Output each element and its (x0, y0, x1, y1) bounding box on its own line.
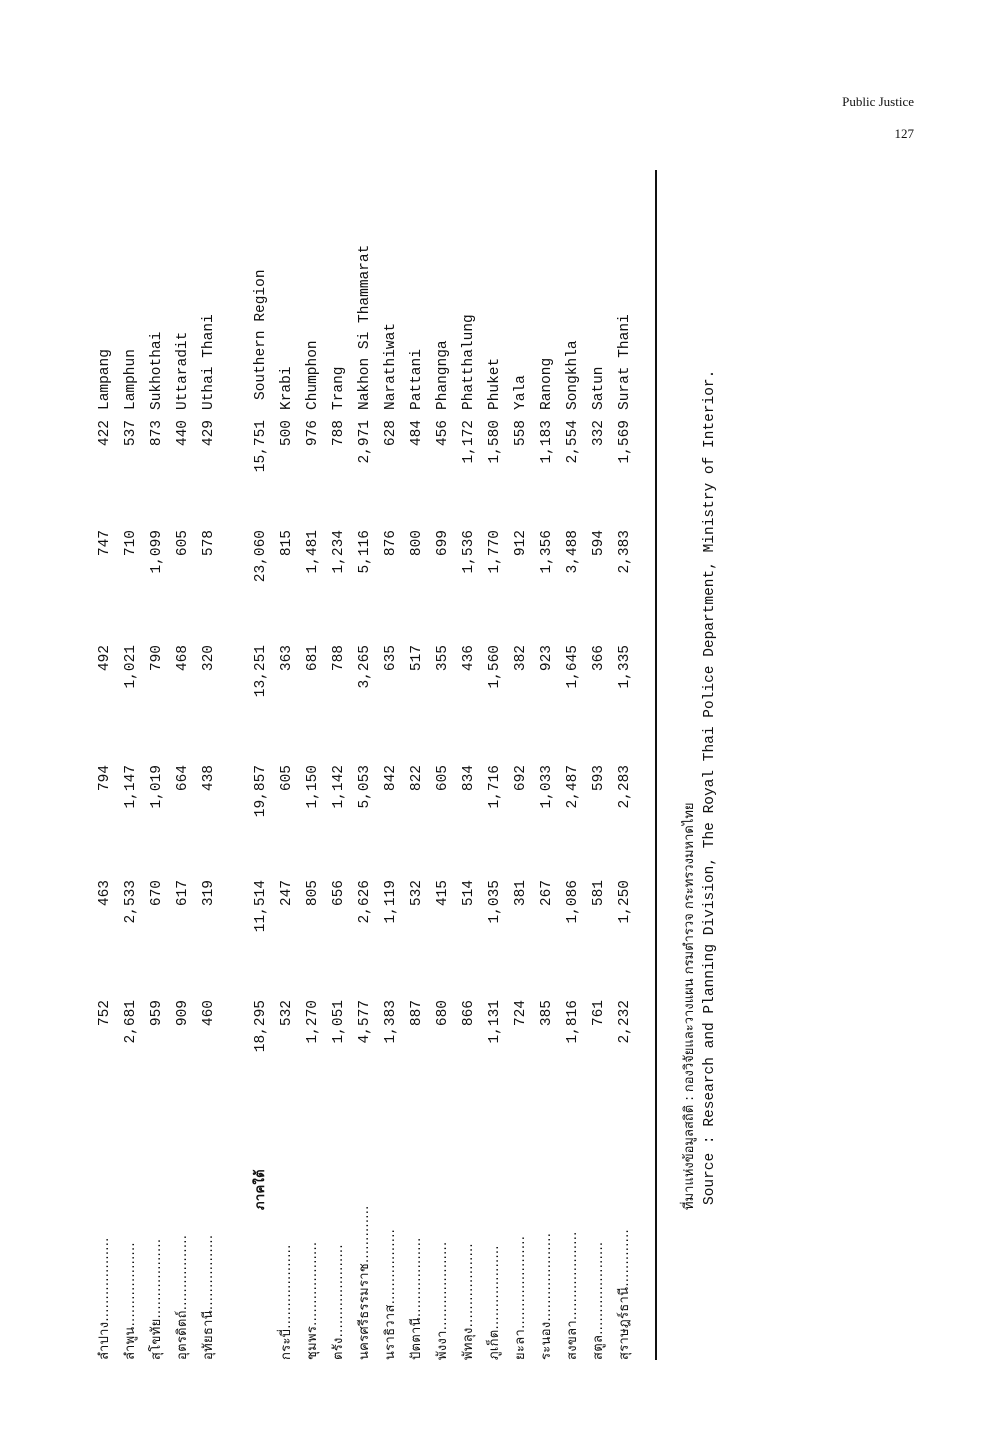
value-cell: 247 (279, 880, 295, 907)
value-cell: 800 (409, 530, 425, 557)
value-cell: 2,487 (565, 765, 581, 809)
table-row (92, 170, 118, 1360)
value-cell: 790 (149, 645, 165, 672)
value-cell: 842 (383, 765, 399, 792)
value-cell: 319 (201, 880, 217, 907)
value-cell: 866 (461, 1000, 477, 1027)
page-header (842, 86, 914, 150)
province-name-thai: ยะลา..................... (513, 1235, 528, 1360)
table-row (612, 170, 638, 1360)
province-name-thai: สตูล..................... (591, 1241, 606, 1360)
value-cell: 484 (409, 420, 425, 447)
table-row (144, 170, 170, 1360)
value-cell: 670 (149, 880, 165, 907)
source-note-english: Source : Research and Planning Division, The Royal Thai Police Department, Ministry of Interior. (702, 369, 718, 1205)
value-cell: 976 (305, 420, 321, 447)
value-cell: 1,770 (487, 530, 503, 574)
value-cell: 366 (591, 645, 607, 672)
province-name-thai: ภูเก็ต................... (487, 1245, 502, 1360)
province-name-english: Lampang (97, 349, 113, 410)
value-cell: 681 (305, 645, 321, 672)
value-cell: 581 (591, 880, 607, 907)
province-name-english: Songkhla (565, 340, 581, 410)
province-name-english: Satun (591, 366, 607, 410)
value-cell: 532 (279, 1000, 295, 1027)
value-cell: 5,116 (357, 530, 373, 574)
value-cell: 593 (591, 765, 607, 792)
value-cell: 2,681 (123, 1000, 139, 1044)
province-name-english: Nakhon Si Thammarat (357, 244, 373, 410)
source-note-thai: ที่มาแห่งข้อมูลสถิติ : กองวิจัยและวางแผน กรมตำรวจ กระทรวงมหาดไทย (682, 802, 697, 1210)
value-cell: 382 (513, 645, 529, 672)
table-row (118, 170, 144, 1360)
table-row (560, 170, 586, 1360)
value-cell: 2,971 (357, 420, 373, 464)
value-cell: 456 (435, 420, 451, 447)
table-row (404, 170, 430, 1360)
value-cell: 752 (97, 1000, 113, 1027)
value-cell: 320 (201, 645, 217, 672)
page-number: 127 (894, 126, 914, 141)
province-name-english: Narathiwat (383, 322, 399, 410)
table-row (586, 170, 612, 1360)
province-name-thai: กระบี่................... (279, 1244, 294, 1360)
value-cell: 605 (175, 530, 191, 557)
value-cell: 1,172 (461, 420, 477, 464)
province-name-thai: ลำพูน................... (123, 1242, 138, 1360)
province-name-thai: สุโขทัย.................. (149, 1238, 164, 1360)
value-cell: 532 (409, 880, 425, 907)
value-cell: 440 (175, 420, 191, 447)
province-name-thai: ภาคใต้ (253, 1169, 268, 1210)
value-cell: 594 (591, 530, 607, 557)
value-cell: 2,232 (617, 1000, 633, 1044)
value-cell: 18,295 (253, 1000, 269, 1053)
value-cell: 2,533 (123, 880, 139, 924)
value-cell: 1,234 (331, 530, 347, 574)
table-row (508, 170, 534, 1360)
value-cell: 1,183 (539, 420, 555, 464)
value-cell: 500 (279, 420, 295, 447)
value-cell: 815 (279, 530, 295, 557)
value-cell: 617 (175, 880, 191, 907)
value-cell: 605 (279, 765, 295, 792)
value-cell: 578 (201, 530, 217, 557)
table-row (326, 170, 352, 1360)
province-name-english: Uttaradit (175, 331, 191, 410)
value-cell: 1,383 (383, 1000, 399, 1044)
province-name-english: Uthai Thani (201, 314, 217, 410)
province-name-english: Southern Region (253, 269, 269, 400)
value-cell: 1,051 (331, 1000, 347, 1044)
value-cell: 422 (97, 420, 113, 447)
table-row (430, 170, 456, 1360)
value-cell: 1,021 (123, 645, 139, 689)
table-row (196, 170, 222, 1360)
value-cell: 747 (97, 530, 113, 557)
province-name-english: Pattani (409, 349, 425, 410)
value-cell: 415 (435, 880, 451, 907)
value-cell: 628 (383, 420, 399, 447)
value-cell: 923 (539, 645, 555, 672)
province-name-english: Ranong (539, 357, 555, 410)
value-cell: 1,142 (331, 765, 347, 809)
province-name-thai: สุราษฎร์ธานี............. (617, 1229, 632, 1360)
value-cell: 710 (123, 530, 139, 557)
value-cell: 1,119 (383, 880, 399, 924)
province-name-thai: นครศรีธรรมราช............. (357, 1205, 372, 1360)
value-cell: 959 (149, 1000, 165, 1027)
value-cell: 363 (279, 645, 295, 672)
value-cell: 385 (539, 1000, 555, 1027)
province-name-thai: ชุมพร................... (305, 1241, 320, 1360)
province-name-thai: นราธิวาส................. (383, 1228, 398, 1360)
value-cell: 794 (97, 765, 113, 792)
value-cell: 664 (175, 765, 191, 792)
province-name-english: Phuket (487, 357, 503, 410)
value-cell: 463 (97, 880, 113, 907)
table-row (170, 170, 196, 1360)
province-name-english: Sukhothai (149, 331, 165, 410)
value-cell: 460 (201, 1000, 217, 1027)
value-cell: 514 (461, 880, 477, 907)
value-cell: 1,099 (149, 530, 165, 574)
value-cell: 381 (513, 880, 529, 907)
value-cell: 699 (435, 530, 451, 557)
value-cell: 436 (461, 645, 477, 672)
table-row (456, 170, 482, 1360)
value-cell: 834 (461, 765, 477, 792)
province-name-thai: ระนอง.................... (539, 1232, 554, 1360)
value-cell: 1,033 (539, 765, 555, 809)
province-name-english: Yala (513, 375, 529, 410)
value-cell: 2,626 (357, 880, 373, 924)
value-cell: 1,645 (565, 645, 581, 689)
value-cell: 656 (331, 880, 347, 907)
value-cell: 724 (513, 1000, 529, 1027)
value-cell: 1,481 (305, 530, 321, 574)
table-row (274, 170, 300, 1360)
value-cell: 1,536 (461, 530, 477, 574)
value-cell: 1,035 (487, 880, 503, 924)
table-row (352, 170, 378, 1360)
value-cell: 1,086 (565, 880, 581, 924)
value-cell: 517 (409, 645, 425, 672)
table-bottom-rule (655, 170, 657, 1360)
table-row (300, 170, 326, 1360)
province-name-thai: พัทลุง................... (461, 1243, 476, 1360)
value-cell: 909 (175, 1000, 191, 1027)
value-cell: 3,488 (565, 530, 581, 574)
value-cell: 2,383 (617, 530, 633, 574)
province-name-english: Phatthalung (461, 314, 477, 410)
value-cell: 1,356 (539, 530, 555, 574)
value-cell: 761 (591, 1000, 607, 1027)
value-cell: 537 (123, 420, 139, 447)
province-name-english: Phangnga (435, 340, 451, 410)
value-cell: 5,053 (357, 765, 373, 809)
value-cell: 887 (409, 1000, 425, 1027)
province-name-thai: สงขลา.................... (565, 1231, 580, 1360)
value-cell: 1,250 (617, 880, 633, 924)
value-cell: 332 (591, 420, 607, 447)
value-cell: 468 (175, 645, 191, 672)
province-name-thai: พังงา.................... (435, 1241, 450, 1360)
value-cell: 680 (435, 1000, 451, 1027)
value-cell: 605 (435, 765, 451, 792)
value-cell: 4,577 (357, 1000, 373, 1044)
value-cell: 1,816 (565, 1000, 581, 1044)
province-name-thai: ปัตตานี.................. (409, 1237, 424, 1360)
value-cell: 429 (201, 420, 217, 447)
value-cell: 876 (383, 530, 399, 557)
value-cell: 13,251 (253, 645, 269, 698)
value-cell: 1,150 (305, 765, 321, 809)
value-cell: 1,131 (487, 1000, 503, 1044)
rotated-table-block (70, 170, 720, 1360)
table-row (378, 170, 404, 1360)
value-cell: 11,514 (253, 880, 269, 933)
value-cell: 19,857 (253, 765, 269, 818)
province-name-english: Surat Thani (617, 314, 633, 410)
province-name-thai: ลำปาง................... (97, 1237, 112, 1360)
value-cell: 1,560 (487, 645, 503, 689)
value-cell: 492 (97, 645, 113, 672)
value-cell: 805 (305, 880, 321, 907)
value-cell: 788 (331, 420, 347, 447)
value-cell: 912 (513, 530, 529, 557)
value-cell: 1,019 (149, 765, 165, 809)
region-row (248, 170, 274, 1360)
value-cell: 1,335 (617, 645, 633, 689)
value-cell: 438 (201, 765, 217, 792)
value-cell: 1,270 (305, 1000, 321, 1044)
province-name-english: Chumphon (305, 340, 321, 410)
province-name-english: Trang (331, 366, 347, 410)
province-name-english: Lamphun (123, 349, 139, 410)
section-title: Public Justice (842, 94, 914, 109)
value-cell: 355 (435, 645, 451, 672)
province-name-thai: อุตรดิตถ์................. (175, 1234, 190, 1360)
value-cell: 267 (539, 880, 555, 907)
table-row (482, 170, 508, 1360)
province-name-thai: อุทัยธานี................. (201, 1234, 216, 1360)
value-cell: 2,283 (617, 765, 633, 809)
value-cell: 558 (513, 420, 529, 447)
province-name-thai: ตรัง..................... (331, 1244, 346, 1360)
value-cell: 822 (409, 765, 425, 792)
value-cell: 15,751 (253, 420, 269, 473)
value-cell: 873 (149, 420, 165, 447)
value-cell: 1,569 (617, 420, 633, 464)
value-cell: 692 (513, 765, 529, 792)
value-cell: 2,554 (565, 420, 581, 464)
value-cell: 3,265 (357, 645, 373, 689)
province-name-english: Krabi (279, 366, 295, 410)
value-cell: 1,580 (487, 420, 503, 464)
value-cell: 1,147 (123, 765, 139, 809)
value-cell: 788 (331, 645, 347, 672)
value-cell: 23,060 (253, 530, 269, 583)
value-cell: 635 (383, 645, 399, 672)
table-row (534, 170, 560, 1360)
value-cell: 1,716 (487, 765, 503, 809)
